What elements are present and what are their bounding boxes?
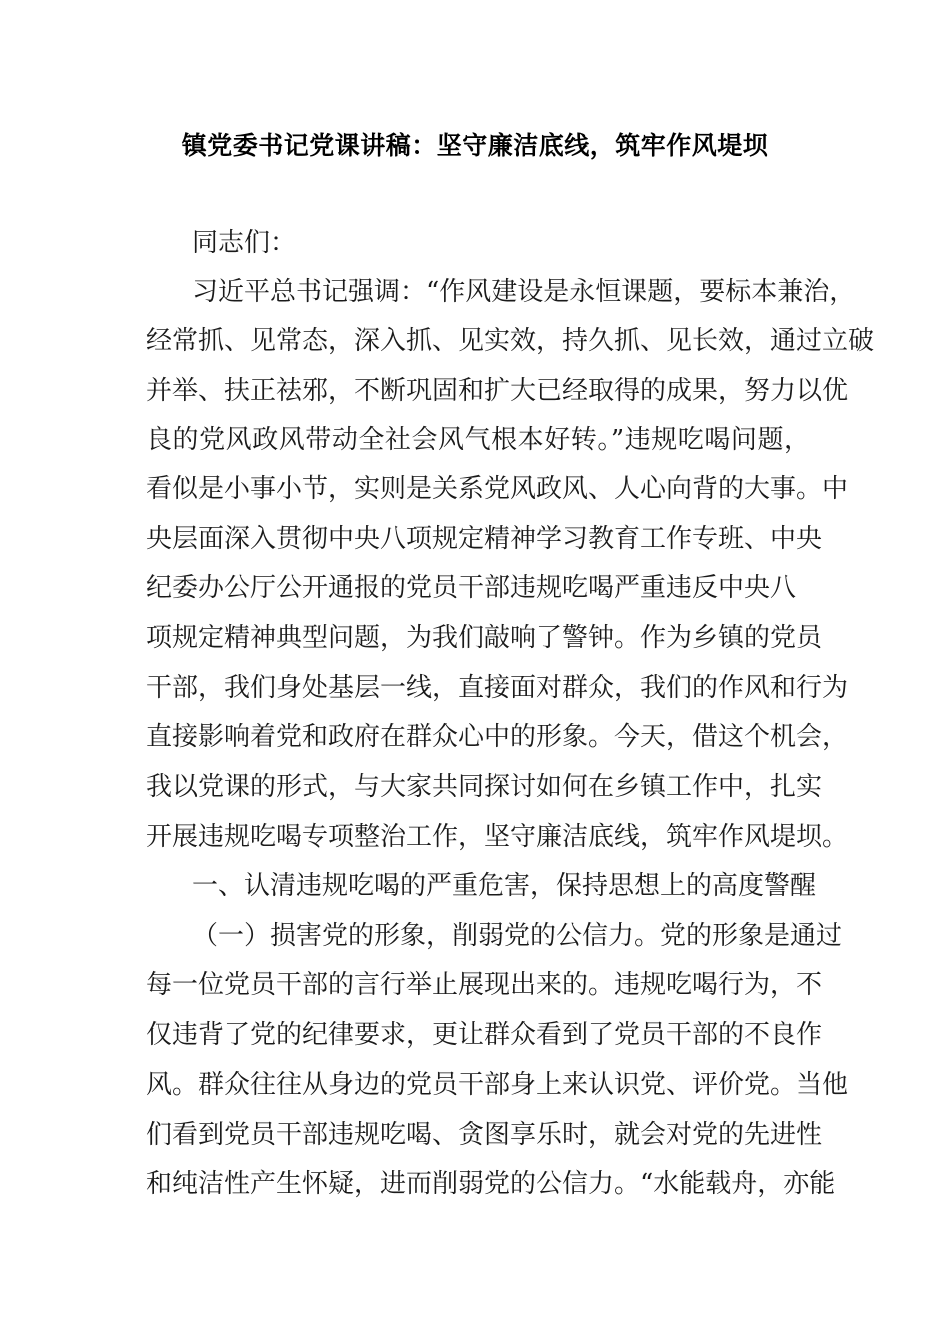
paragraph-line: 央层面深入贯彻中央八项规定精神学习教育工作专班、中央: [146, 524, 823, 554]
paragraph-line: 项规定精神典型问题，为我们敲响了警钟。作为乡镇的党员: [146, 623, 823, 653]
paragraph-line: （一）损害党的形象，削弱党的公信力。党的形象是通过: [192, 921, 843, 951]
paragraph-line: 干部，我们身处基层一线，直接面对群众，我们的作风和行为: [146, 673, 849, 703]
paragraph-line: 看似是小事小节，实则是关系党风政风、人心向背的大事。中: [146, 474, 849, 504]
salutation: 同志们：: [192, 228, 297, 258]
paragraph-line: 每一位党员干部的言行举止展现出来的。违规吃喝行为，不: [146, 970, 823, 1000]
paragraph-line: 纪委办公厅公开通报的党员干部违规吃喝严重违反中央八: [146, 573, 797, 603]
paragraph-line: 良的党风政风带动全社会风气根本好转。”违规吃喝问题，: [146, 425, 810, 455]
paragraph-line: 和纯洁性产生怀疑，进而削弱党的公信力。“水能载舟，亦能: [146, 1169, 836, 1199]
paragraph-line: 仅违背了党的纪律要求，更让群众看到了党员干部的不良作: [146, 1020, 823, 1050]
paragraph-line: 经常抓、见常态，深入抓、见实效，持久抓、见长效，通过立破: [146, 326, 875, 356]
paragraph-line: 习近平总书记强调：“作风建设是永恒课题，要标本兼治，: [192, 277, 856, 307]
document-title: 镇党委书记党课讲稿：坚守廉洁底线，筑牢作风堤坝: [181, 131, 769, 160]
paragraph-line: 并举、扶正祛邪，不断巩固和扩大已经取得的成果，努力以优: [146, 376, 849, 406]
paragraph-line: 们看到党员干部违规吃喝、贪图享乐时，就会对党的先进性: [146, 1120, 823, 1150]
section-heading: 一、认清违规吃喝的严重危害，保持思想上的高度警醒: [192, 871, 817, 901]
paragraph-line: 风。群众往往从身边的党员干部身上来认识党、评价党。当他: [146, 1070, 849, 1100]
paragraph-line: 我以党课的形式，与大家共同探讨如何在乡镇工作中，扎实: [146, 772, 823, 802]
paragraph-line: 直接影响着党和政府在群众心中的形象。今天，借这个机会，: [146, 722, 849, 752]
paragraph-line: 开展违规吃喝专项整治工作，坚守廉洁底线，筑牢作风堤坝。: [146, 822, 849, 852]
